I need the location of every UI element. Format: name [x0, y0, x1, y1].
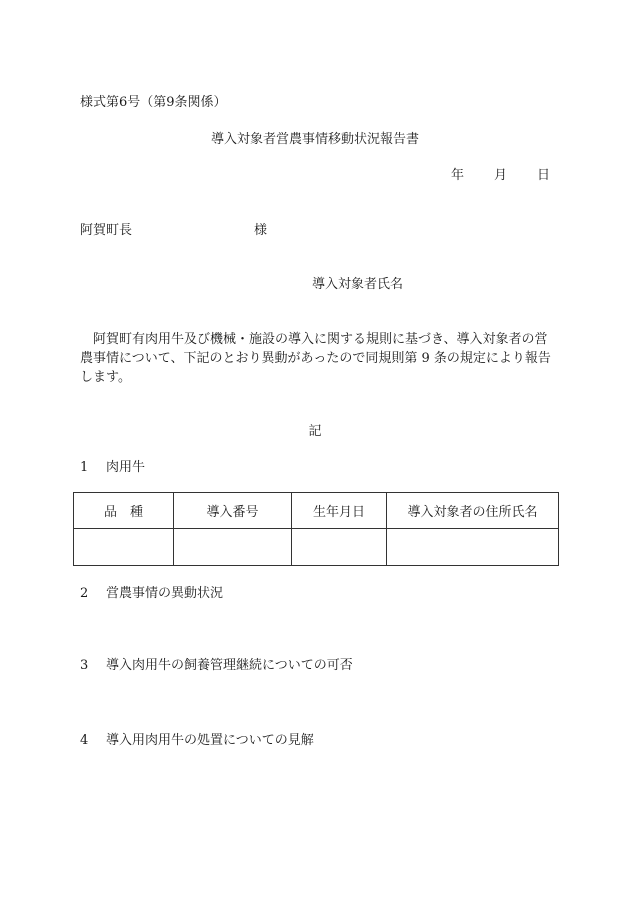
item-label: 肉用牛 [106, 460, 146, 475]
header-address-name: 導入対象者の住所氏名 [387, 493, 559, 529]
item-4 [80, 733, 314, 749]
applicant-name-label: 導入対象者氏名 [312, 277, 404, 292]
item-1 [80, 460, 145, 476]
item-label: 導入肉用牛の飼養管理継続についての可否 [106, 658, 353, 673]
table-cell [174, 529, 292, 566]
date-day: 日 [536, 168, 550, 183]
table-cell [74, 529, 174, 566]
ki-heading: 記 [308, 424, 322, 439]
item-3 [80, 658, 353, 674]
addressee-name: 阿賀町長 [80, 223, 133, 238]
date-month: 月 [493, 168, 507, 183]
item-number: 4 [80, 733, 89, 748]
document-title: 導入対象者営農事情移動状況報告書 [210, 132, 419, 147]
addressee-honorific: 様 [254, 223, 268, 238]
item-number: 3 [80, 658, 89, 673]
item-label: 営農事情の異動状況 [106, 586, 224, 601]
item-number: 1 [80, 460, 89, 475]
item-label: 導入用肉用牛の処置についての見解 [106, 733, 314, 748]
table-header-row [74, 493, 559, 529]
date-year: 年 [450, 168, 464, 183]
table-cell [292, 529, 387, 566]
cattle-table [73, 492, 559, 566]
item-2 [80, 586, 223, 602]
form-number: 様式第6号（第9条関係） [80, 95, 227, 110]
date-line [451, 168, 550, 184]
item-number: 2 [80, 586, 89, 601]
body-paragraph: 阿賀町有肉用牛及び機械・施設の導入に関する規則に基づき、導入対象者の営農事情について、下記のとおり異動があったので同規則第 9 条の規定により報告します。 [80, 332, 551, 385]
header-birthdate: 生年月日 [292, 493, 387, 529]
table-row [74, 529, 559, 566]
table-cell [387, 529, 559, 566]
header-intro-number: 導入番号 [174, 493, 292, 529]
header-breed: 品 種 [74, 493, 174, 529]
addressee-line [80, 223, 267, 239]
